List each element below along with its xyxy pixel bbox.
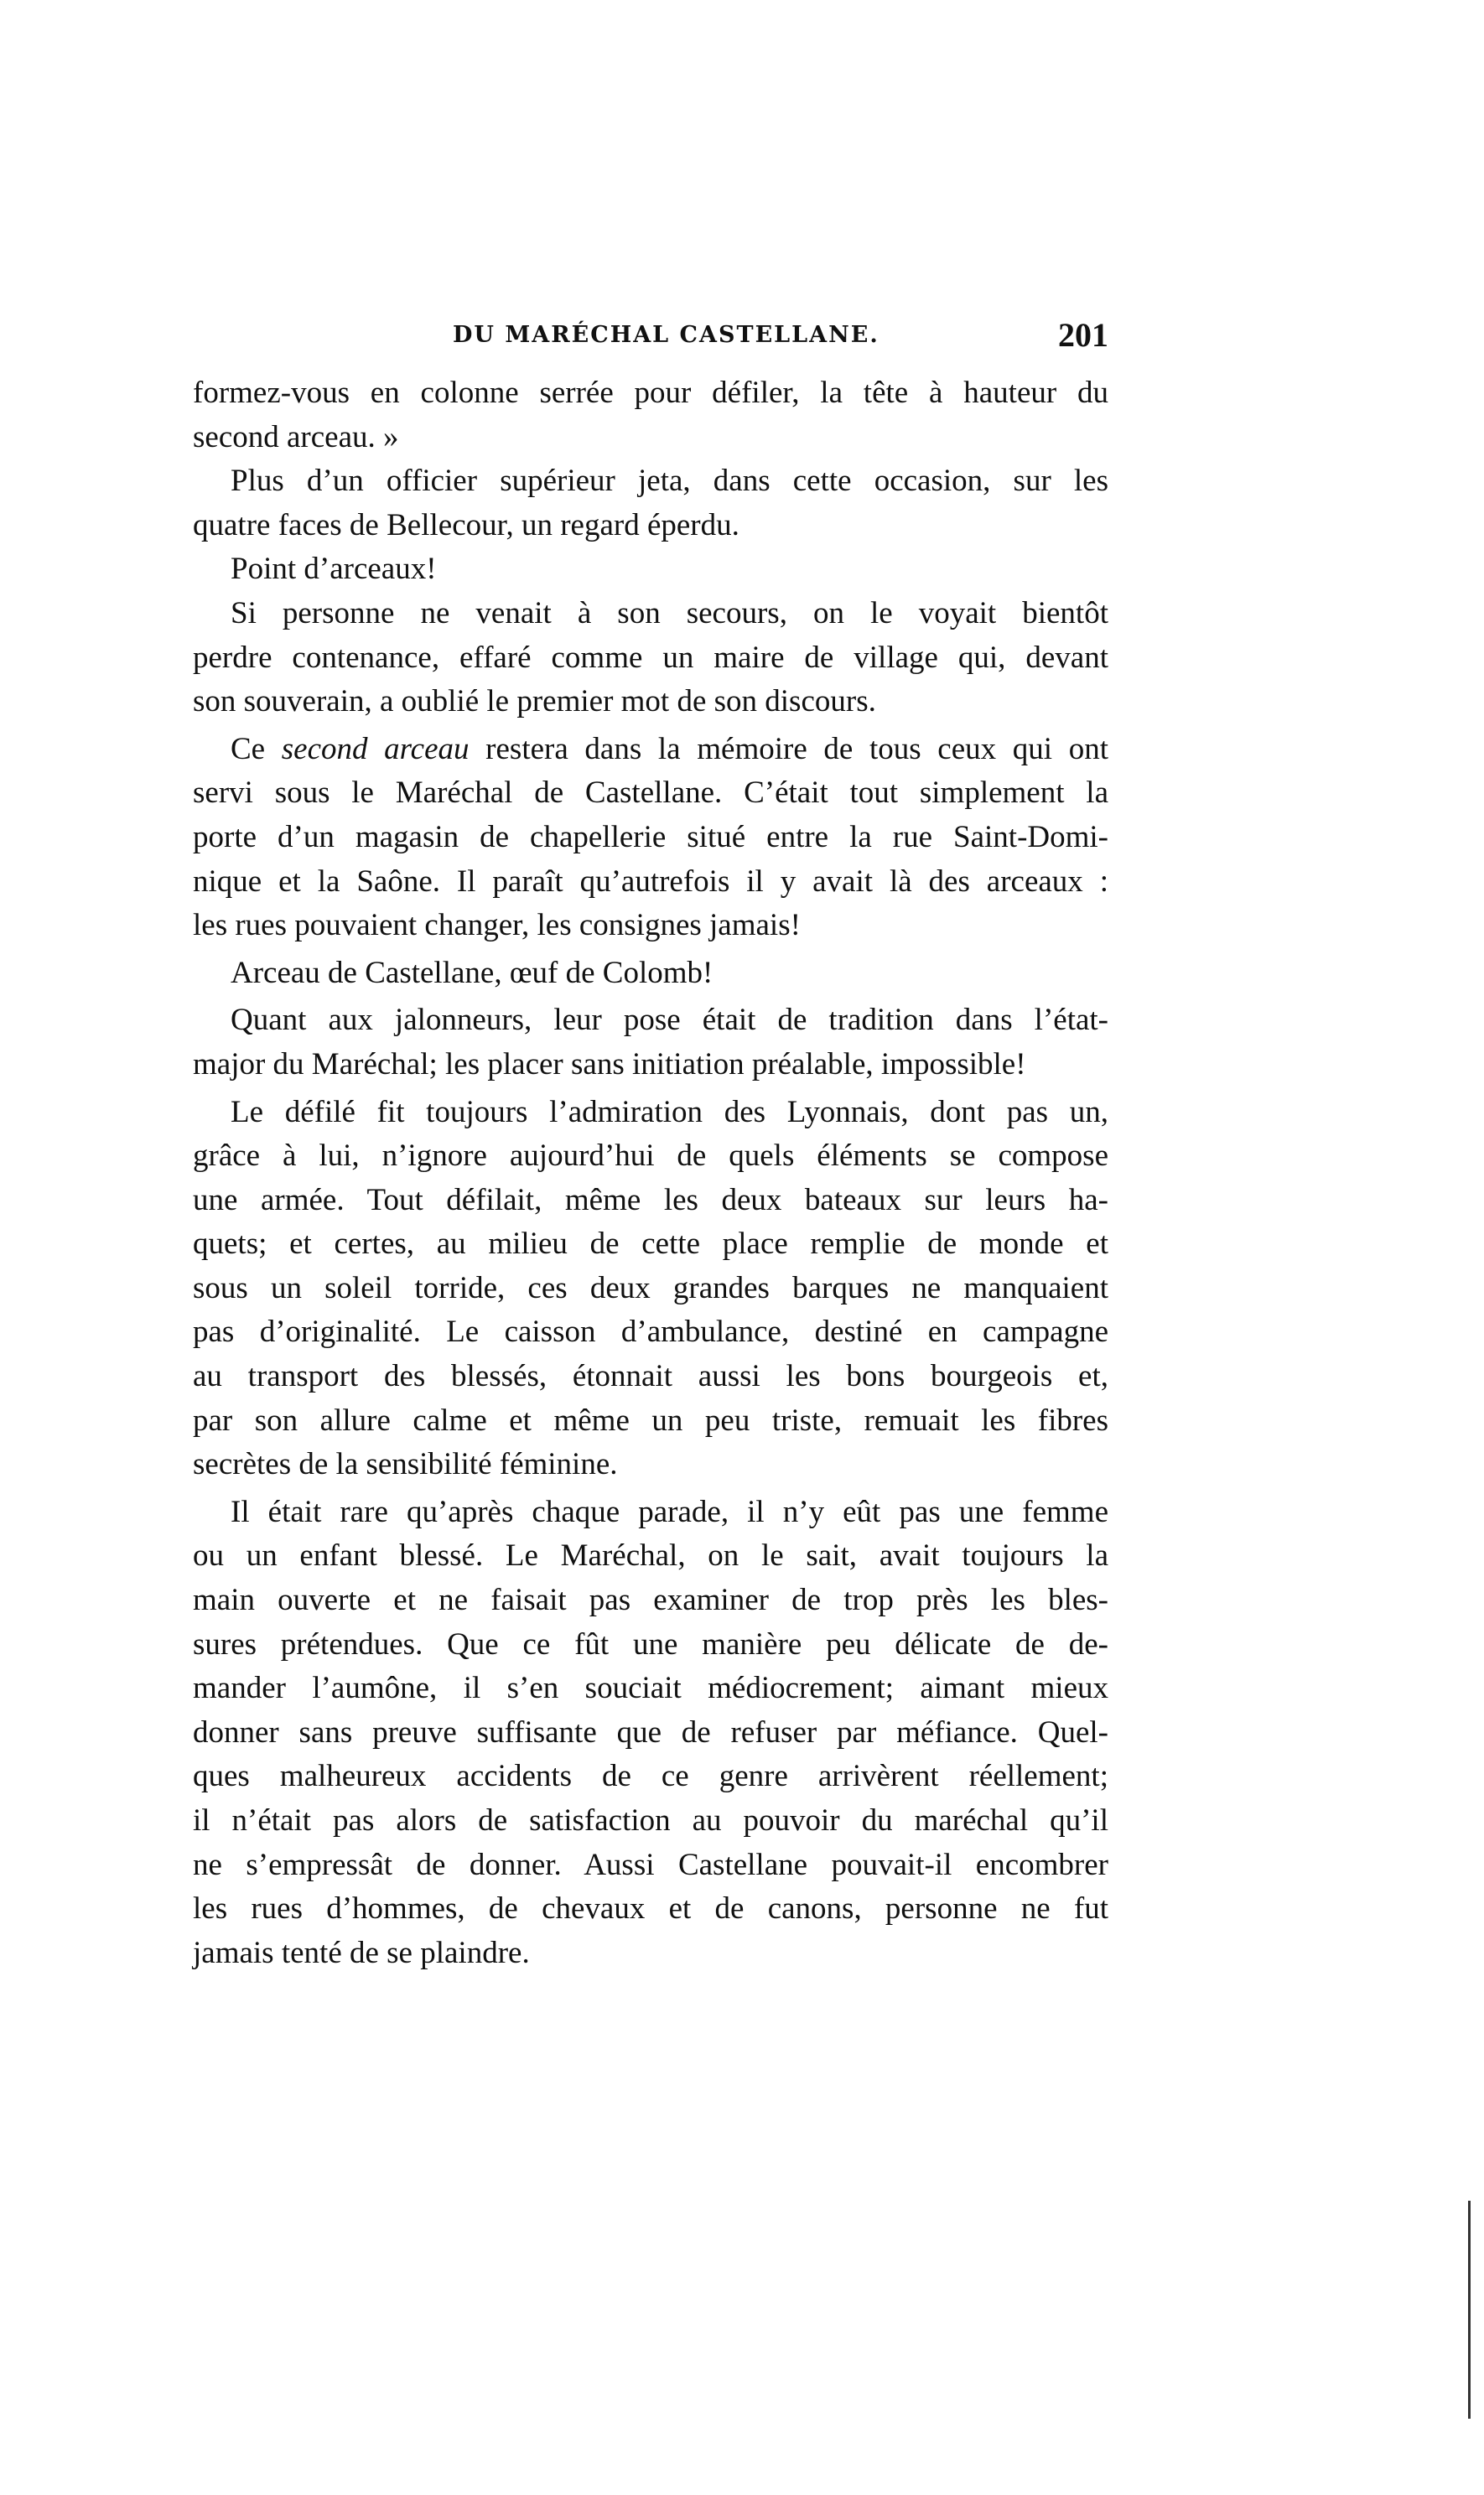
text-line: main ouverte et ne faisait pas examiner de trop près les bles-	[193, 1583, 1108, 1618]
text-line: par son allure calme et même un peu triste, remuait les fibres	[193, 1403, 1108, 1438]
text-line	[193, 728, 1108, 772]
text-line: Le défilé fit toujours l’admiration des Lyonnais, dont pas un,	[231, 1094, 1108, 1129]
text-line: ques malheureux accidents de ce genre arrivèrent réellement;	[193, 1759, 1108, 1794]
paragraph-6	[193, 952, 1108, 996]
text-line: les rues pouvaient changer, les consignes jamais!	[193, 908, 801, 943]
text-fragment: restera dans la mémoire de tous ceux qui ont	[469, 731, 1108, 766]
text-fragment: Ce	[231, 731, 282, 766]
text-line: Quant aux jalonneurs, leur pose était de tradition dans l’état-	[231, 1003, 1108, 1038]
scan-edge-mark	[1468, 2201, 1471, 2419]
text-line: quets; et certes, au milieu de cette place remplie de monde et	[193, 1227, 1108, 1262]
text-line: grâce à lui, n’ignore aujourd’hui de quels éléments se compose	[193, 1139, 1108, 1174]
paragraph-7	[193, 999, 1108, 1087]
text-line: donner sans preuve suffisante que de refuser par méfiance. Quel-	[193, 1714, 1108, 1750]
text-line: mander l’aumône, il s’en souciait médiocrement; aimant mieux	[193, 1671, 1108, 1706]
text-line: Arceau de Castellane, œuf de Colomb!	[231, 955, 713, 990]
text-line: perdre contenance, effaré comme un maire de village qui, devant	[193, 640, 1108, 675]
paragraph-9	[193, 1491, 1108, 1976]
text-line: Point d’arceaux!	[231, 552, 437, 587]
text-line: jamais tenté de se plaindre.	[193, 1935, 530, 1970]
text-line: major du Maréchal; les placer sans initiation préalable, impossible!	[193, 1046, 1026, 1082]
paragraph-2	[193, 459, 1108, 547]
text-line: pas d’originalité. Le caisson d’ambulance, destiné en campagne	[193, 1315, 1108, 1350]
paragraph-8	[193, 1091, 1108, 1487]
text-line: sous un soleil torride, ces deux grandes barques ne manquaient	[193, 1270, 1108, 1305]
text-line: une armée. Tout défilait, même les deux bateaux sur leurs ha-	[193, 1182, 1108, 1217]
text-line: servi sous le Maréchal de Castellane. C’était tout simplement la	[193, 775, 1108, 811]
text-line: les rues d’hommes, de chevaux et de canons, personne ne fut	[193, 1891, 1108, 1927]
text-line: Si personne ne venait à son secours, on le voyait bientôt	[231, 595, 1108, 630]
page-header	[193, 315, 1108, 362]
text-line: nique et la Saône. Il paraît qu’autrefois il y avait là des arceaux :	[193, 864, 1108, 899]
text-line: porte d’un magasin de chapellerie situé entre la rue Saint-Domi-	[193, 819, 1108, 854]
text-line: sures prétendues. Que ce fût une manière peu délicate de de-	[193, 1626, 1108, 1662]
paragraph-3	[193, 547, 1108, 592]
text-line: Il était rare qu’après chaque parade, il n’y eût pas une femme	[231, 1494, 1108, 1529]
paragraph-1	[193, 371, 1108, 459]
text-line: ou un enfant blessé. Le Maréchal, on le sait, avait toujours la	[193, 1538, 1108, 1574]
running-title: DU MARÉCHAL CASTELLANE.	[453, 322, 880, 348]
italic-phrase: second arceau	[281, 731, 470, 766]
paragraph-4	[193, 592, 1108, 724]
paragraph-5	[193, 728, 1108, 948]
text-line: son souverain, a oublié le premier mot de son discours.	[193, 684, 876, 719]
text-line: quatre faces de Bellecour, un regard éperdu.	[193, 507, 739, 542]
text-line: Plus d’un officier supérieur jeta, dans cette occasion, sur les	[231, 464, 1108, 499]
text-line: au transport des blessés, étonnait aussi les bons bourgeois et,	[193, 1359, 1108, 1394]
text-line: ne s’empressât de donner. Aussi Castellane pouvait-il encombrer	[193, 1847, 1108, 1882]
page-number: 201	[1058, 316, 1108, 354]
text-line: secrètes de la sensibilité féminine.	[193, 1447, 618, 1482]
text-line: formez-vous en colonne serrée pour défiler, la tête à hauteur du	[193, 376, 1108, 410]
text-line: second arceau. »	[193, 419, 399, 454]
text-line: il n’était pas alors de satisfaction au pouvoir du maréchal qu’il	[193, 1803, 1108, 1838]
body-text	[193, 371, 1108, 1975]
